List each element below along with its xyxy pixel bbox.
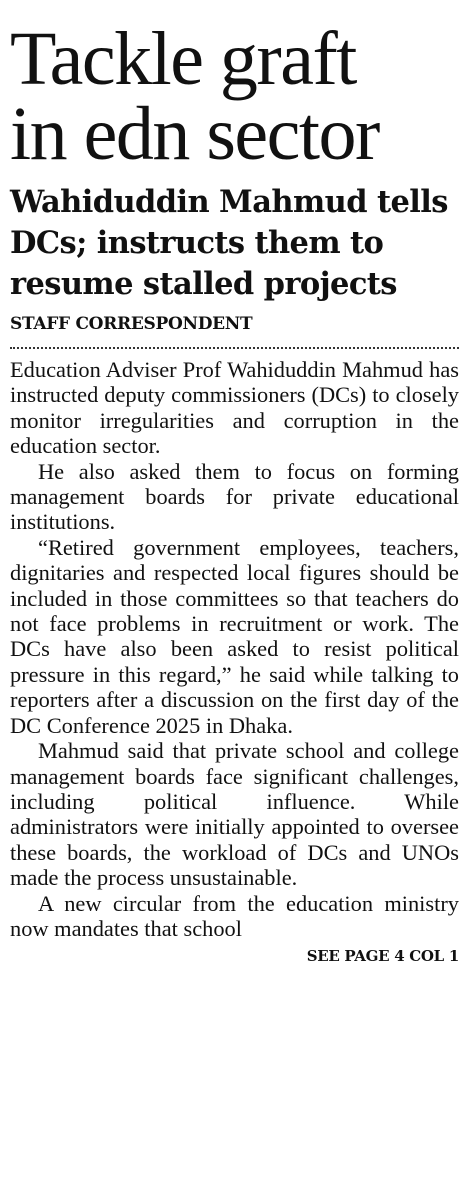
paragraph-5: A new circular from the education ministry now mandates that school xyxy=(10,890,459,941)
headline-line-2: in edn sector xyxy=(10,92,379,176)
headline xyxy=(10,17,459,176)
article-body xyxy=(10,357,459,941)
paragraph-3: “Retired government employees, teachers, dignitaries and respected local figures should be included in those committees so that teachers do not face problems in recruitment or work. The DCs have also been asked to resist political pressure in this regard,” he said while talking to reporters after a discussion on the first day of the DC Conference 2025 in Dhaka. xyxy=(10,534,459,738)
subheadline: Wahiduddin Mahmud tells DCs; instructs them to resume stalled projects xyxy=(10,184,448,302)
dotted-divider xyxy=(10,347,459,349)
paragraph-4: Mahmud said that private school and college management boards face significant challenges, including political influence. While administrators were initially appointed to oversee these boards, the workload of DCs and UNOs made the process unsustainable. xyxy=(10,738,459,891)
paragraph-1: Education Adviser Prof Wahiduddin Mahmud has instructed deputy commissioners (DCs) to closely monitor irregularities and corruption in the education sector. xyxy=(10,357,459,459)
byline: STAFF CORRESPONDENT xyxy=(10,314,253,334)
continued-on-page-link: SEE PAGE 4 COL 1 xyxy=(306,947,459,966)
paragraph-2: He also asked them to focus on forming management boards for private educational institutions. xyxy=(10,458,459,535)
headline-line-1: Tackle graft xyxy=(10,17,356,101)
news-article xyxy=(10,0,459,965)
